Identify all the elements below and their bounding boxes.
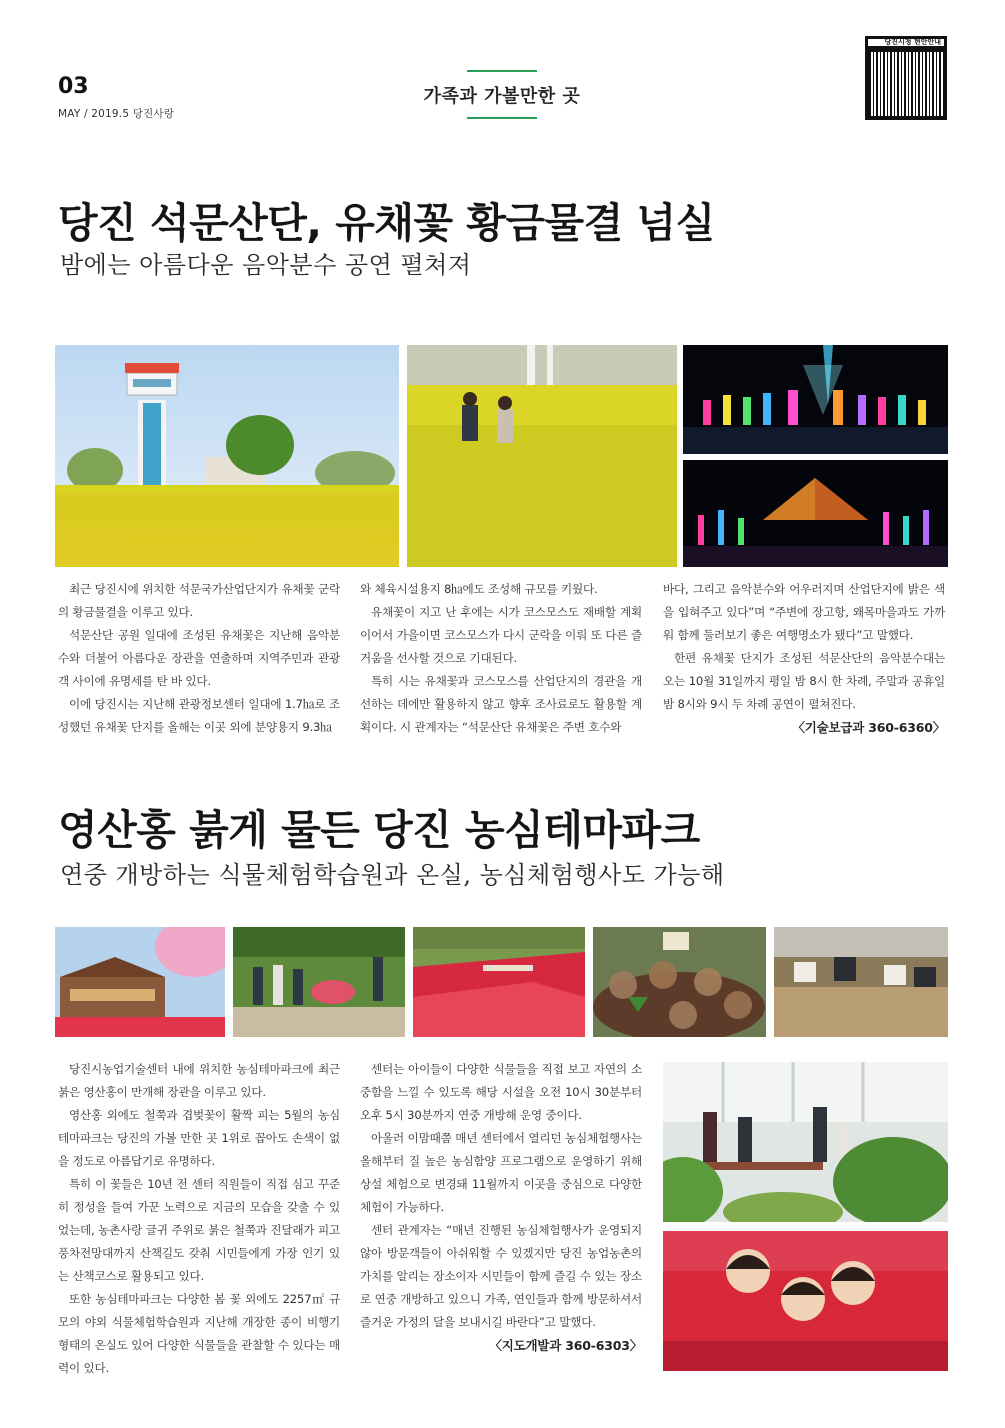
children-planting-photo [774, 927, 948, 1037]
paragraph: 와 체육시설용지 8㏊에도 조성해 규모를 키웠다. [360, 582, 598, 596]
qr-pattern [869, 52, 943, 116]
article1-title: 당진 석문산단, 유채꽃 황금물결 넘실 [58, 199, 715, 247]
section-label: 가족과 가볼만한 곳 [423, 86, 581, 107]
paragraph: 한편 유채꽃 단지가 조성된 석문산단의 음악분수대는 오는 10월 31일까지 평일 밤 8시 한 차례, 주말과 공휴일 밤 8시와 9시 두 차례 공연이 펼쳐진다. [663, 651, 945, 711]
paragraph: 석문산단 공원 일대에 조성된 유채꽃은 지난해 음악분수와 더불어 아름다운 장관을 연출하며 지역주민과 관광객 사이에 유명세를 탄 바 있다. [58, 628, 340, 688]
section-label-block [402, 70, 602, 119]
paragraph: 아울러 이맘때쯤 매년 센터에서 열리던 농심체험행사는 올해부터 질 높은 농심함양 프로그램으로 운영하기 위해 상설 체험으로 변경돼 11월까지 이곳을 중심으로 다양한 체험이 가능하다. [360, 1131, 642, 1214]
article2-contact: 〈지도개발과 360-6303〉 [489, 1338, 642, 1353]
music-fountain-pyramid-photo [683, 460, 948, 567]
article1-column-1 [58, 578, 340, 739]
article2-subtitle: 연중 개방하는 식물체험학습원과 온실, 농심체험행사도 가능해 [60, 861, 725, 889]
paragraph: 또한 농심테마파크는 다양한 봄 꽃 외에도 2257㎡ 규모의 야외 식물체험학습원과 지난해 개장한 종이 비행기 형태의 온실도 있어 다양한 식물들을 관찰할 수 있다는 매력이 있다. [58, 1292, 340, 1375]
page-number: 03 [58, 74, 89, 99]
paragraph: 센터는 아이들이 다양한 식물들을 직접 보고 자연의 소중함을 느낄 수 있도록 해당 시설을 오전 10시 30분부터 오후 5시 30분까지 연중 개방해 운영 중이다. [360, 1062, 642, 1122]
music-fountain-night-photo [683, 345, 948, 454]
qr-code-icon[interactable] [865, 36, 947, 120]
children-azalea-photo [663, 1231, 948, 1371]
article1-contact: 〈기술보급과 360-6360〉 [792, 720, 945, 735]
article2-column-1 [58, 1058, 340, 1380]
article1-subtitle: 밤에는 아름다운 음악분수 공연 펼쳐져 [60, 251, 472, 279]
paragraph: 영산홍 외에도 철쭉과 겹벚꽃이 활짝 피는 5월의 농심테마파크는 당진의 가볼 만한 곳 1위로 꼽아도 손색이 없을 정도로 아름답기로 유명하다. [58, 1108, 340, 1168]
paragraph: 특히 이 꽃들은 10년 전 센터 직원들이 직접 심고 꾸준히 정성을 들여 가꾼 노력으로 지금의 모습을 갖출 수 있었는데, 농촌사랑 글귀 주위로 붉은 철쭉과 진달래가 피고 풍차전망대까지 산책길도 갖춰 시민들에게 가장 인기 있는 산책코스로 활용되고 있다. [58, 1177, 340, 1283]
paragraph: 특히 시는 유채꽃과 코스모스를 산업단지의 경관을 개선하는 데에만 활용하지 않고 향후 조사료로도 활용할 계획이다. 시 관계자는 “석문산단 유채꽃은 주변 호수와 [360, 674, 642, 734]
couple-canola-field-photo [407, 345, 677, 567]
azalea-hillside-photo [413, 927, 585, 1037]
visitors-garden-photo [233, 927, 405, 1037]
paragraph: 이에 당진시는 지난해 관광정보센터 일대에 1.7㏊로 조성했던 유채꽃 단지를 올해는 이곳 외에 분양용지 9.3㏊ [58, 697, 340, 734]
paragraph: 바다, 그리고 음악분수와 어우러지며 산업단지에 밝은 색을 입혀주고 있다”며 “주변에 장고항, 왜목마을과도 가까워 함께 둘러보기 좋은 여행명소가 됐다”고 말했다. [663, 582, 945, 642]
observation-tower-canola-photo [55, 345, 399, 567]
paragraph: 당진시농업기술센터 내에 위치한 농심테마파크에 최근 붉은 영산홍이 만개해 장관을 이루고 있다. [58, 1062, 340, 1099]
article2-title: 영산홍 붉게 물든 당진 농심테마파크 [58, 806, 700, 854]
issue-line: MAY / 2019.5 당진사랑 [58, 108, 175, 120]
article2-column-2 [360, 1058, 642, 1357]
bottom-rule [467, 117, 537, 119]
theme-park-building-photo [55, 927, 225, 1037]
qr-label: 당진시청 현안안내 [865, 36, 947, 49]
article1-column-2 [360, 578, 642, 739]
seed-domes-photo [593, 927, 766, 1037]
greenhouse-visitors-photo [663, 1062, 948, 1222]
paragraph: 최근 당진시에 위치한 석문국가산업단지가 유채꽃 군락의 황금물결을 이루고 있다. [58, 582, 340, 619]
paragraph: 유채꽃이 지고 난 후에는 시가 코스모스도 재배할 계획이어서 가을이면 코스모스가 다시 군락을 이뤄 또 다른 즐거움을 선사할 것으로 기대된다. [360, 605, 642, 665]
paragraph: 센터 관계자는 “매년 진행된 농심체험행사가 운영되지 않아 방문객들이 아쉬워할 수 있겠지만 당진 농업농촌의 가치를 알리는 장소이자 시민들이 함께 즐길 수 있는 장소로 연중 개방하고 있으니 가족, 연인들과 함께 방문하셔서 즐거운 가정의 달을 보내시길 바란다”고 말했다. [360, 1223, 642, 1329]
article1-column-3 [663, 578, 945, 739]
